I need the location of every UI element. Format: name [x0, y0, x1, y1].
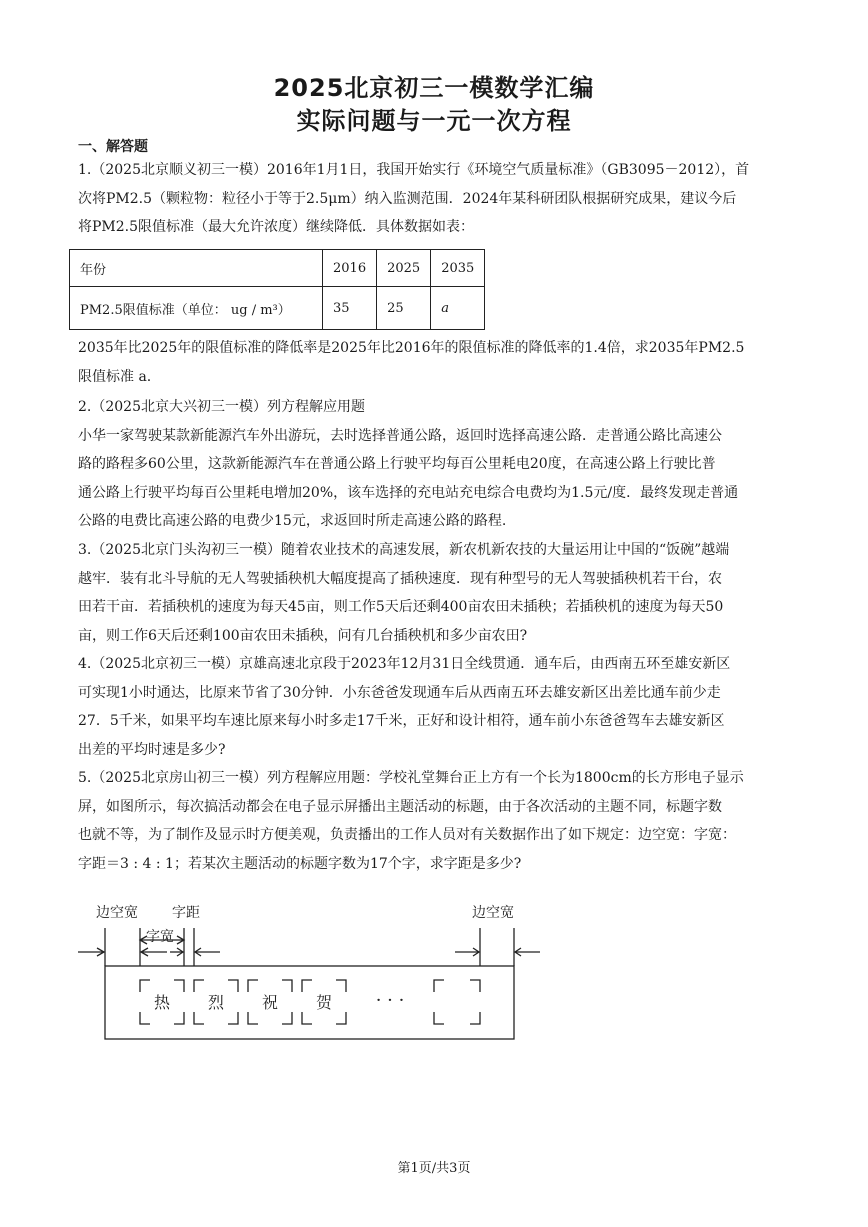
char-box	[434, 980, 480, 1024]
q2-line: 路的路程多60公里，这款新能源汽车在普通公路上行驶平均每百公里耗电20度，在高速公路上行驶比普	[78, 456, 716, 472]
table-cell: 2016	[323, 250, 377, 287]
q1-after-line: 限值标准 a.	[78, 368, 152, 385]
table-cell: PM2.5限值标准（单位： ug / m³）	[70, 287, 323, 330]
char-boxes	[140, 980, 480, 1024]
q5-line: 字距＝3 : 4 : 1；若某次主题活动的标题字数为17个字，求字距是多少?	[78, 855, 522, 872]
q5-line: 也就不等，为了制作及显示时方便美观，负责播出的工作人员对有关数据作出了如下规定：边空宽：字宽：	[78, 827, 736, 843]
q5-line: 5.（2025北京房山初三一模）列方程解应用题：学校礼堂舞台正上方有一个长为1800cm的长方形电子显示	[78, 770, 744, 786]
table-cell: 25	[377, 287, 431, 330]
q4-line: 27．5千米，如果平均车速比原来每小时多走17千米，正好和设计相符，通车前小东爸爸驾车去雄安新区	[78, 713, 725, 729]
char-4: 贺	[315, 993, 333, 1012]
q3-line: 亩，则工作6天后还剩100亩农田未插秧，问有几台插秧机和多少亩农田?	[78, 627, 528, 644]
q1-line: 1.（2025北京顺义初三一模）2016年1月1日，我国开始实行《环境空气质量标准》（GB3095－2012），首	[78, 162, 750, 178]
label-margin-right: 边空宽	[472, 905, 514, 921]
char-3: 祝	[261, 993, 279, 1012]
q2-line: 2.（2025北京大兴初三一模）列方程解应用题	[78, 399, 365, 415]
label-margin-left: 边空宽	[96, 905, 138, 921]
q1-line: 次将PM2.5（颗粒物：粒径小于等于2.5μm）纳入监测范围．2024年某科研团队根据研究成果，建议今后	[78, 190, 737, 207]
table-cell: a	[431, 287, 485, 330]
q3-line: 越牢．装有北斗导航的无人驾驶插秧机大幅度提高了插秧速度．现有种型号的无人驾驶插秧机若干台，农	[78, 570, 722, 587]
q3-line: 3.（2025北京门头沟初三一模）随着农业技术的高速发展，新农机新农技的大量运用让中国的“饭碗”越端	[78, 542, 730, 558]
title-line-1: 2025北京初三一模数学汇编	[273, 74, 595, 102]
q4-line: 可实现1小时通达，比原来节省了30分钟．小东爸爸发现通车后从西南五环去雄安新区出差比通车前少走	[78, 684, 721, 701]
q4-line: 出差的平均时速是多少?	[78, 741, 226, 758]
ellipsis: · · ·	[375, 990, 405, 1011]
q5-line: 屏，如图所示，每次搞活动都会在电子显示屏播出主题活动的标题，由于各次活动的主题不同，标题字数	[78, 798, 722, 815]
page-footer: 第1页/共3页	[397, 1161, 471, 1176]
q3-line: 田若干亩．若插秧机的速度为每天45亩，则工作5天后还剩400亩农田未插秧；若插秧机的速度为每天50	[78, 599, 724, 615]
char-1: 热	[153, 993, 171, 1012]
table-cell: 2025	[377, 250, 431, 287]
table-cell: 35	[323, 287, 377, 330]
table-cell: 2035	[431, 250, 485, 287]
char-2: 烈	[207, 993, 225, 1012]
q2-line: 通公路上行驶平均每百公里耗电增加20%，该车选择的充电站充电综合电费均为1.5元/度．最终发现走普通	[78, 484, 739, 501]
table-cell: 年份	[70, 250, 323, 287]
title-line-2: 实际问题与一元一次方程	[296, 107, 572, 135]
q1-after-line: 2035年比2025年的限值标准的降低率是2025年比2016年的限值标准的降低率的1.4倍，求2035年PM2.5	[78, 340, 745, 356]
label-char-spacing: 字距	[172, 905, 200, 921]
label-char-width: 字宽	[146, 929, 174, 945]
q2-line: 小华一家驾驶某款新能源汽车外出游玩，去时选择普通公路，返回时选择高速公路．走普通公路比高速公	[78, 427, 722, 444]
section-heading: 一、解答题	[78, 139, 148, 155]
q1-line: 将PM2.5限值标准（最大允许浓度）继续降低．具体数据如表：	[78, 219, 475, 235]
q4-line: 4.（2025北京初三一模）京雄高速北京段于2023年12月31日全线贯通．通车后，由西南五环至雄安新区	[78, 656, 731, 672]
q2-line: 公路的电费比高速公路的电费少15元，求返回时所走高速公路的路程.	[78, 513, 507, 529]
